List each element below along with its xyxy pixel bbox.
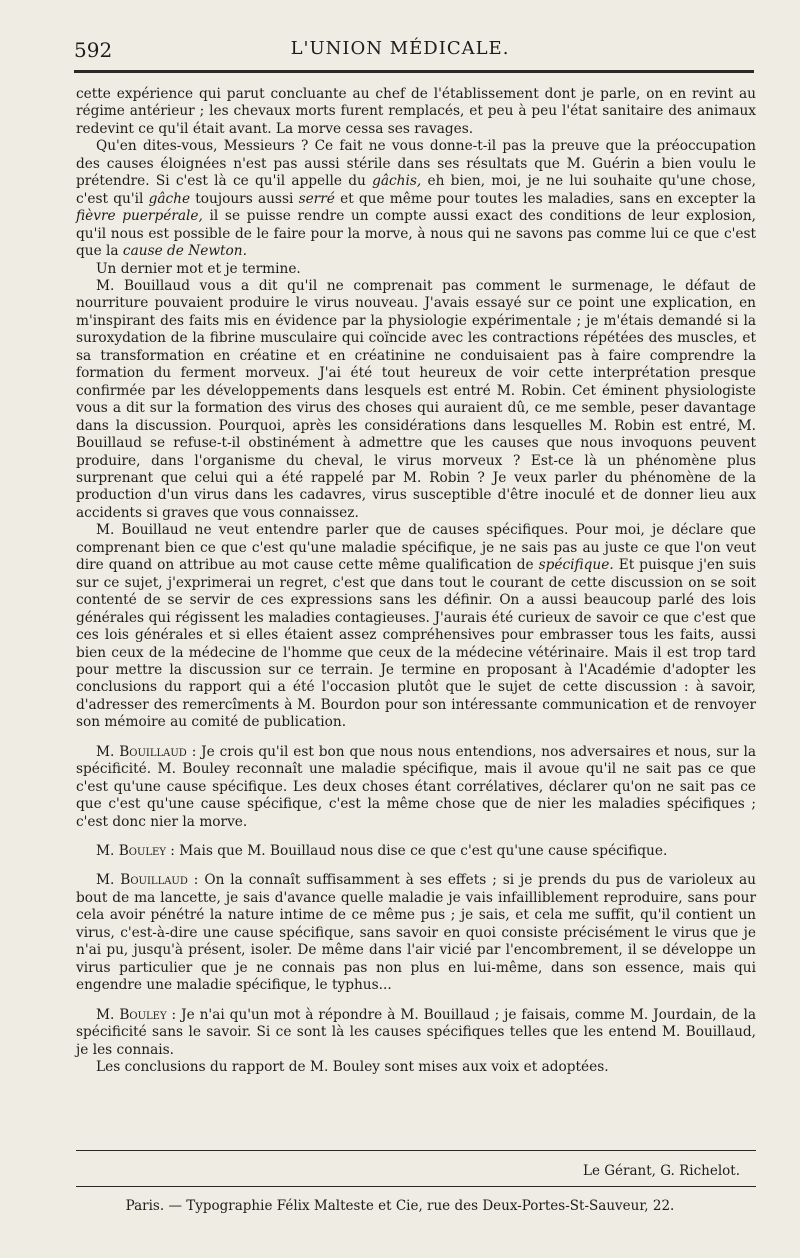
text-run: Un dernier mot et je termine. (96, 260, 301, 277)
printer-imprint: Paris. — Typographie Félix Malteste et Cie, rue des Deux-Portes-St-Sauveur, 22. (125, 1198, 675, 1214)
text-run: : Je crois qu'il est bon que nous nous entendions, nos adversaires et nous, sur la spécificité. M. Bouley reconnaît une maladie spécifique, mais il avoue qu'il ne sait pas ce que c'est qu'une cause spécifique. Les deux choses étant corrélatives, déclarer qu'on ne sait pas ce que c'est qu'une cause spécifique, c'est la même chose que de nier les maladies spécifiques ; c'est donc nier la morve. (76, 743, 756, 830)
italic-text: spécifique. (538, 557, 614, 574)
text-run: M. (96, 743, 120, 760)
paragraph-p5 (76, 522, 756, 731)
text-run: : Mais que M. Bouillaud nous dise ce que c'est qu'une cause spécifique. (165, 843, 668, 860)
italic-text: gâche (148, 190, 191, 207)
italic-text: serré (298, 190, 335, 207)
article-body (76, 86, 756, 1076)
text-run: cette expérience qui parut concluante au chef de l'établissement dont je parle, on en revint au régime antérieur ; les chevaux morts furent remplacés, et peu à peu l'état sanitaire des animaux redevint ce qu'il était avant. La morve cessa ses ravages. (76, 86, 756, 137)
text-run: : On la connaît suffisamment à ses effets ; si je prends du pus de varioleux au bout de ma lancette, je sais d'avance quelle maladie je vais infailliblement reproduire, sans pour cela avoir pénétré la nature intime de ce même pus ; je sais, et cela me suffit, qu'il contient un virus, c'est-à-dire une cause spécifique, sans savoir en quoi consiste précisément le virus que je n'ai pu, jusqu'à présent, isoler. De même dans l'air vicié par l'encombrement, il se développe un virus particulier que je ne connais pas non plus en lui-même, dans son essence, mais qui engendre une maladie spécifique, le typhus... (76, 872, 757, 994)
text-run: Et puisque j'en suis sur ce sujet, j'exprimerai un regret, c'est que dans tout le courant de cette discussion on se soit contenté de se servir de ces expressions sans les définir. On a aussi beaucoup parlé des lois générales qui régissent les maladies contagieuses. J'aurais été curieux de savoir ce que c'est que ces lois générales et si elles étaient assez compréhensives pour embrasser tous les faits, aussi bien ceux de la médecine de l'homme que ceux de la médecine vétérinaire. Mais il est trop tard pour mettre la discussion sur ce terrain. Je termine en proposant à l'Académie d'adopter les conclusions du rapport qui a été l'occasion plutôt que le sujet de cette discussion : à savoir, d'adresser des remercîments à M. Bourdon pour son intéressante communication et de renvoyer son mémoire au comité de publication. (76, 557, 756, 731)
paragraph-p1 (76, 86, 756, 138)
italic-text: fièvre puerpérale, (76, 208, 203, 225)
paragraph-p4 (76, 278, 756, 522)
footer-rule-top (76, 1150, 756, 1151)
paragraph-p10 (76, 1059, 756, 1076)
speaker-name: Bouillaud (120, 872, 188, 889)
page-number: 592 (74, 38, 113, 62)
header-rule (74, 70, 754, 73)
italic-text: cause de Newton. (122, 243, 247, 260)
footer-rule-bottom (76, 1186, 756, 1187)
text-run: eh bien, moi, je ne lui souhaite qu'une chose, c'est qu'il (76, 173, 756, 207)
paragraph-p3 (76, 261, 756, 278)
text-run: et que même pour toutes les maladies, sans en excepter la (334, 190, 756, 207)
text-run: M. (96, 843, 119, 860)
paragraph-p2 (76, 138, 756, 260)
italic-text: gâchis, (372, 173, 422, 190)
speaker-name: Bouley (118, 843, 166, 860)
paragraph-p8 (76, 872, 756, 994)
text-run: M. (96, 872, 121, 889)
text-run: M. (96, 1006, 120, 1023)
text-run: M. Bouillaud vous a dit qu'il ne comprenait pas comment le surmenage, le défaut de nourriture pouvaient produire le virus nouveau. J'avais essayé sur ce point une explication, en m'inspirant des faits mis en évidence par la physiologie expérimentale ; je m'étais demandé si la suroxydation de la fibrine musculaire qui coïncide avec les contractions répétées des muscles, et sa transformation en créatine et en créatinine ne conduisaient pas à faire comprendre la formation du ferment morveux. J'ai été tout heureux de voir cette interprétation presque confirmée par les développements dans lesquels est entré M. Robin. Cet éminent physiologiste vous a dit sur la formation des virus des choses qui auraient dû, ce me semble, peser davantage dans la discussion. Pourquoi, après les considérations dans lesquelles M. Robin est entré, M. Bouillaud se refuse-t-il obstinément à admettre que les causes que nous invoquons peuvent produire, dans l'organisme du cheval, le virus morveux ? Est-ce là un phénomène plus surprenant que celui qui a été rappelé par M. Robin ? Je veux parler du phénomène de la production d'un virus dans les cadavres, virus susceptible d'être inoculé et de donner lieu aux accidents si graves que vous connaissez. (76, 277, 756, 521)
speaker-name: Bouley (119, 1006, 167, 1023)
text-run: il se puisse rendre un compte aussi exact des conditions de leur explosion, qu'il nous est possible de le faire pour la morve, à nous qui ne savons pas comme lui ce que c'est que la (76, 208, 756, 260)
page-header (0, 38, 800, 68)
text-run: : Je n'ai qu'un mot à répondre à M. Bouillaud ; je faisais, comme M. Jourdain, de la spécificité sans le savoir. Si ce sont là les causes spécifiques telles que les entend M. Bouillaud, je les connais. (76, 1006, 757, 1058)
text-run: Les conclusions du rapport de M. Bouley sont mises aux voix et adoptées. (96, 1059, 609, 1076)
text-run: M. Bouillaud ne veut entendre parler que de causes spécifiques. Pour moi, je déclare que comprenant bien ce que c'est qu'une maladie spécifique, je ne sais pas au juste ce que l'on veut dire quand on attribue au mot cause cette même qualification de (76, 522, 756, 574)
paragraph-p9 (76, 1007, 756, 1059)
paragraph-p7 (76, 843, 756, 860)
text-run: toujours aussi (190, 190, 299, 207)
speaker-name: Bouillaud (119, 743, 187, 760)
running-head: L'UNION MÉDICALE. (290, 38, 510, 59)
text-run: Qu'en dites-vous, Messieurs ? Ce fait ne vous donne-t-il pas la preuve que la préoccupation des causes éloignées n'est pas aussi stérile dans ses résultats que M. Guérin a bien voulu le prétendre. Si c'est là ce qu'il appelle du (76, 138, 756, 190)
paragraph-p6 (76, 744, 756, 831)
gerant-signature: Le Gérant, G. Richelot. (583, 1163, 740, 1179)
